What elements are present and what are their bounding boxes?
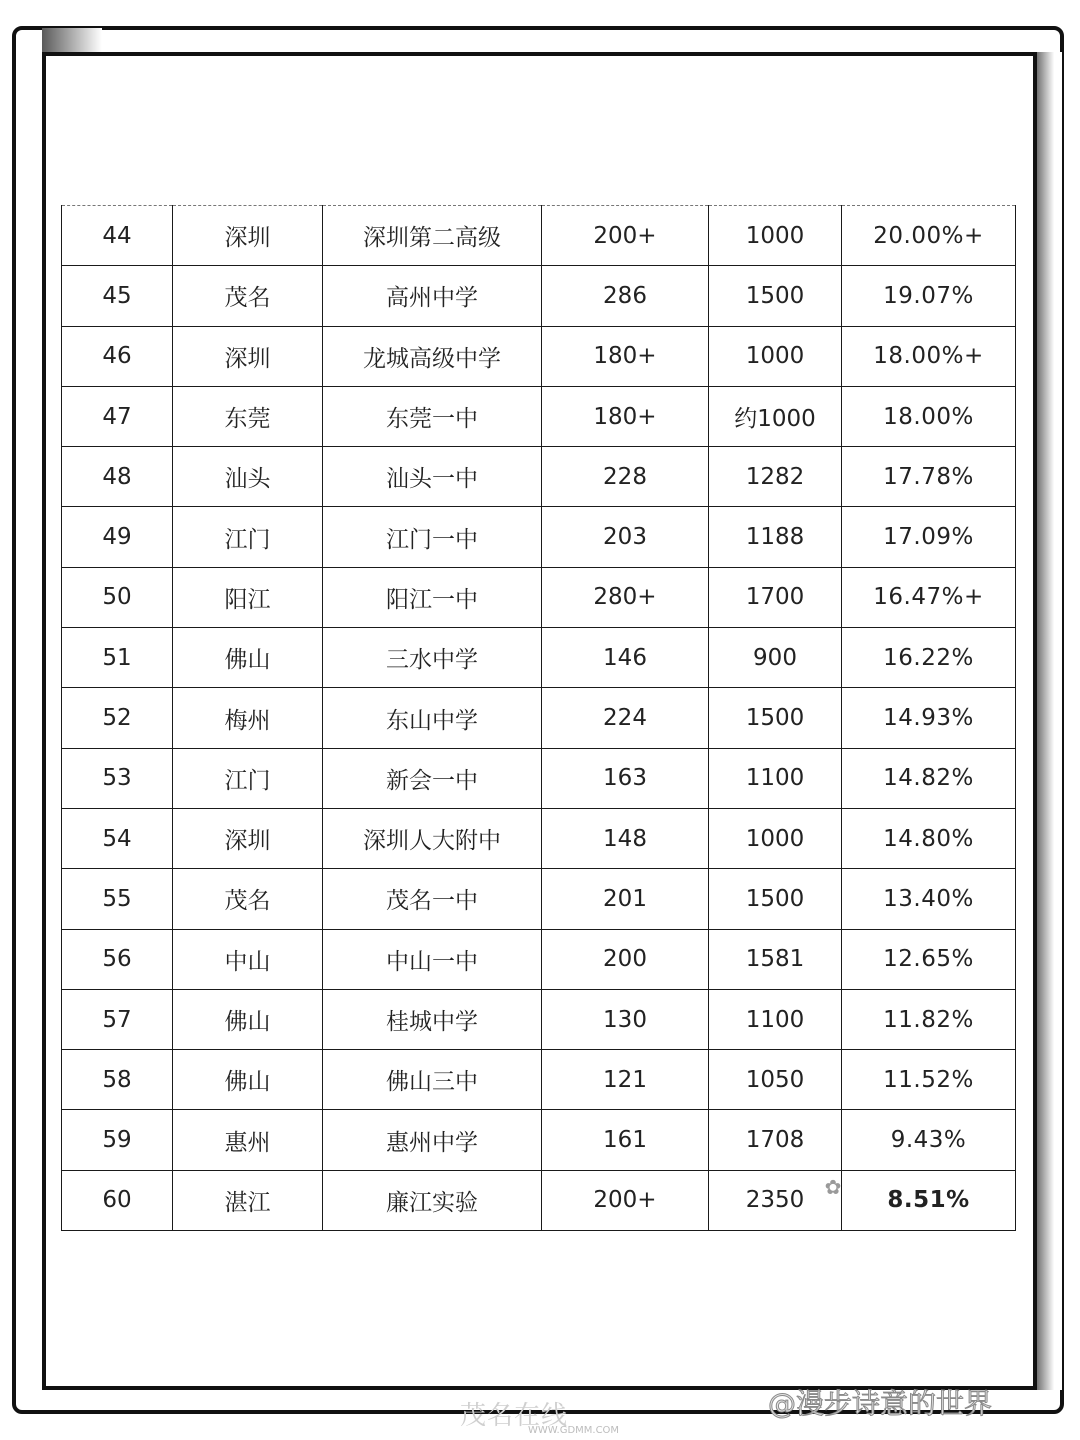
rank-cell: 45: [62, 266, 173, 326]
frame-shade-right: [1036, 52, 1062, 1390]
count-cell: 180+: [542, 386, 709, 446]
school-cell: 深圳第二高级: [323, 206, 542, 266]
count-cell: 130: [542, 989, 709, 1049]
watermark-site-name: 茂名在线: [460, 1401, 569, 1431]
rate-cell: 11.82%: [842, 989, 1016, 1049]
table-row: [62, 869, 1016, 929]
table-row: [62, 266, 1016, 326]
total-cell: 1500: [709, 869, 842, 929]
city-cell: 汕头: [173, 447, 323, 507]
rate-cell: 16.22%: [842, 628, 1016, 688]
school-cell: 廉江实验: [323, 1170, 542, 1230]
school-cell: 深圳人大附中: [323, 808, 542, 868]
table-body: [62, 206, 1016, 1231]
rate-cell: 18.00%+: [842, 326, 1016, 386]
count-cell: 280+: [542, 567, 709, 627]
city-cell: 茂名: [173, 266, 323, 326]
city-cell: 佛山: [173, 628, 323, 688]
table-row: [62, 989, 1016, 1049]
table-row: [62, 507, 1016, 567]
rank-cell: 52: [62, 688, 173, 748]
rank-cell: 54: [62, 808, 173, 868]
total-cell: 1000: [709, 206, 842, 266]
total-cell: 1000: [709, 326, 842, 386]
table-row: [62, 929, 1016, 989]
city-cell: 茂名: [173, 869, 323, 929]
total-cell: 900: [709, 628, 842, 688]
city-cell: 江门: [173, 507, 323, 567]
rate-cell: 12.65%: [842, 929, 1016, 989]
school-cell: 高州中学: [323, 266, 542, 326]
total-cell: 2350: [709, 1170, 842, 1230]
city-cell: 佛山: [173, 1050, 323, 1110]
school-cell: 东莞一中: [323, 386, 542, 446]
rate-cell: 19.07%: [842, 266, 1016, 326]
rate-cell: 14.82%: [842, 748, 1016, 808]
rate-cell: 9.43%: [842, 1110, 1016, 1170]
school-cell: 龙城高级中学: [323, 326, 542, 386]
rank-cell: 51: [62, 628, 173, 688]
school-cell: 惠州中学: [323, 1110, 542, 1170]
count-cell: 228: [542, 447, 709, 507]
rank-cell: 50: [62, 567, 173, 627]
school-cell: 茂名一中: [323, 869, 542, 929]
rank-cell: 59: [62, 1110, 173, 1170]
city-cell: 中山: [173, 929, 323, 989]
total-cell: 1100: [709, 748, 842, 808]
total-cell: 1500: [709, 266, 842, 326]
table-row: [62, 447, 1016, 507]
rate-cell: 17.78%: [842, 447, 1016, 507]
rate-cell: 20.00%+: [842, 206, 1016, 266]
school-cell: 佛山三中: [323, 1050, 542, 1110]
city-cell: 梅州: [173, 688, 323, 748]
table-row: [62, 386, 1016, 446]
school-cell: 中山一中: [323, 929, 542, 989]
total-cell: 1188: [709, 507, 842, 567]
table-row: [62, 567, 1016, 627]
city-cell: 深圳: [173, 206, 323, 266]
rank-cell: 46: [62, 326, 173, 386]
ranking-table-container: [61, 205, 1015, 1231]
rank-cell: 55: [62, 869, 173, 929]
school-cell: 江门一中: [323, 507, 542, 567]
city-cell: 阳江: [173, 567, 323, 627]
count-cell: 224: [542, 688, 709, 748]
table-row: [62, 808, 1016, 868]
count-cell: 163: [542, 748, 709, 808]
rank-cell: 49: [62, 507, 173, 567]
school-cell: 东山中学: [323, 688, 542, 748]
ranking-table: [61, 205, 1016, 1231]
rate-cell: 13.40%: [842, 869, 1016, 929]
rank-cell: 58: [62, 1050, 173, 1110]
city-cell: 惠州: [173, 1110, 323, 1170]
rank-cell: 60: [62, 1170, 173, 1230]
rate-cell: 18.00%: [842, 386, 1016, 446]
rank-cell: 44: [62, 206, 173, 266]
table-row: [62, 688, 1016, 748]
rank-cell: 53: [62, 748, 173, 808]
rank-cell: 47: [62, 386, 173, 446]
total-cell: 1100: [709, 989, 842, 1049]
count-cell: 200: [542, 929, 709, 989]
total-cell: 1708: [709, 1110, 842, 1170]
frame-shade-top: [42, 28, 102, 52]
rate-cell: 11.52%: [842, 1050, 1016, 1110]
total-cell: 1000: [709, 808, 842, 868]
count-cell: 146: [542, 628, 709, 688]
count-cell: 200+: [542, 206, 709, 266]
sticker-icon: ✿: [824, 1175, 842, 1199]
total-cell: 1581: [709, 929, 842, 989]
count-cell: 148: [542, 808, 709, 868]
count-cell: 203: [542, 507, 709, 567]
rate-cell: 8.51%: [842, 1170, 1016, 1230]
city-cell: 江门: [173, 748, 323, 808]
school-cell: 三水中学: [323, 628, 542, 688]
rank-cell: 57: [62, 989, 173, 1049]
total-cell: 1050: [709, 1050, 842, 1110]
count-cell: 121: [542, 1050, 709, 1110]
rate-cell: 17.09%: [842, 507, 1016, 567]
watermark-author: @漫步诗意的世界: [768, 1387, 993, 1420]
city-cell: 湛江: [173, 1170, 323, 1230]
table-row: [62, 1050, 1016, 1110]
total-cell: 1700: [709, 567, 842, 627]
table-row: [62, 748, 1016, 808]
table-row: [62, 1170, 1016, 1230]
count-cell: 286: [542, 266, 709, 326]
rank-cell: 56: [62, 929, 173, 989]
table-row: [62, 1110, 1016, 1170]
city-cell: 深圳: [173, 808, 323, 868]
count-cell: 201: [542, 869, 709, 929]
rate-cell: 14.93%: [842, 688, 1016, 748]
table-row: [62, 206, 1016, 266]
total-cell: 1500: [709, 688, 842, 748]
table-row: [62, 326, 1016, 386]
rate-cell: 16.47%+: [842, 567, 1016, 627]
watermark-site-url: WWW.GDMM.COM: [528, 1425, 620, 1436]
count-cell: 200+: [542, 1170, 709, 1230]
city-cell: 佛山: [173, 989, 323, 1049]
city-cell: 深圳: [173, 326, 323, 386]
school-cell: 汕头一中: [323, 447, 542, 507]
school-cell: 阳江一中: [323, 567, 542, 627]
table-row: [62, 628, 1016, 688]
rank-cell: 48: [62, 447, 173, 507]
count-cell: 161: [542, 1110, 709, 1170]
count-cell: 180+: [542, 326, 709, 386]
city-cell: 东莞: [173, 386, 323, 446]
school-cell: 新会一中: [323, 748, 542, 808]
total-cell: 1282: [709, 447, 842, 507]
total-cell: 约1000: [709, 386, 842, 446]
rate-cell: 14.80%: [842, 808, 1016, 868]
school-cell: 桂城中学: [323, 989, 542, 1049]
